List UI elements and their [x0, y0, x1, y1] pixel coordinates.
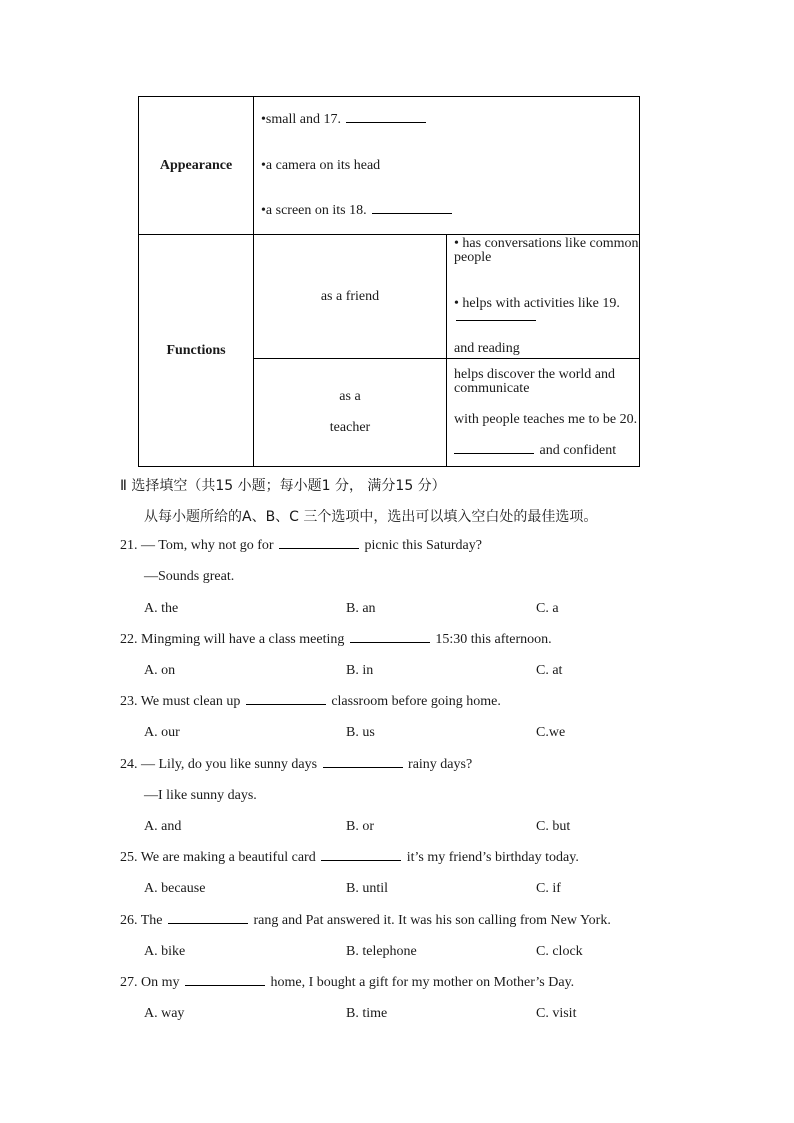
question-27: 27. On my home, I bought a gift for my mother on Mother’s Day.: [120, 975, 575, 990]
q25-option-c[interactable]: C. if: [536, 881, 561, 896]
appearance-item-2: •a camera on its head: [261, 158, 381, 173]
q21-option-a[interactable]: A. the: [144, 601, 179, 616]
teacher-label: [254, 359, 447, 467]
appearance-items: [254, 97, 640, 235]
q24-option-c[interactable]: C. but: [536, 819, 571, 834]
q26-option-b[interactable]: B. telephone: [346, 944, 417, 959]
functions-label: Functions: [139, 235, 254, 467]
q25-option-a[interactable]: A. because: [144, 881, 206, 896]
q24-option-b[interactable]: B. or: [346, 819, 374, 834]
q26-option-c[interactable]: C. clock: [536, 944, 583, 959]
friend-label: as a friend: [254, 235, 447, 359]
q25-option-b[interactable]: B. until: [346, 881, 389, 896]
blank-20: [454, 452, 534, 454]
q23-option-b[interactable]: B. us: [346, 725, 375, 740]
question-23: 23. We must clean up classroom before going home.: [120, 694, 501, 709]
question-21: 21. — Tom, why not go for picnic this Saturday?: [120, 538, 482, 553]
friend-item-2-cont: and reading: [454, 341, 520, 356]
q27-option-c[interactable]: C. visit: [536, 1006, 577, 1021]
info-table: [138, 96, 640, 467]
teacher-line-2: with people teaches me to be 20.: [454, 411, 638, 427]
appearance-item-3: •a screen on its 18.: [261, 204, 639, 218]
blank-18: [372, 212, 452, 214]
q24-option-a[interactable]: A. and: [144, 819, 182, 834]
section-instruction: 从每小题所给的A、B、C 三个选项中，选出可以填入空白处的最佳选项。: [144, 509, 598, 525]
question-24: 24. — Lily, do you like sunny days rainy days?: [120, 757, 473, 772]
teacher-line-3: and confident: [454, 444, 639, 458]
friend-item-1: • has conversations like common people: [454, 236, 639, 265]
friend-item-2: • helps with activities like 19.: [454, 297, 639, 325]
friend-items: [447, 235, 640, 359]
question-24-reply: —I like sunny days.: [144, 788, 257, 803]
question-21-reply: —Sounds great.: [144, 569, 235, 584]
blank-17: [346, 121, 426, 123]
question-22: 22. Mingming will have a class meeting 15:30 this afternoon.: [120, 632, 552, 647]
blank-22: [350, 641, 430, 643]
q21-option-b[interactable]: B. an: [346, 601, 376, 616]
blank-24: [323, 766, 403, 768]
blank-27: [185, 984, 265, 986]
blank-21: [279, 547, 359, 549]
q22-option-b[interactable]: B. in: [346, 663, 374, 678]
teacher-line-1: helps discover the world and communicate: [454, 366, 615, 396]
question-26: 26. The rang and Pat answered it. It was his son calling from New York.: [120, 913, 611, 928]
teacher-label-line-2: teacher: [329, 420, 371, 435]
teacher-items: [447, 359, 640, 467]
blank-23: [246, 703, 326, 705]
q23-option-c[interactable]: C.we: [536, 725, 566, 740]
blank-26: [168, 922, 248, 924]
blank-19: [456, 319, 536, 321]
q27-option-a[interactable]: A. way: [144, 1006, 185, 1021]
appearance-label: Appearance: [139, 97, 254, 235]
q21-option-c[interactable]: C. a: [536, 601, 559, 616]
q23-option-a[interactable]: A. our: [144, 725, 180, 740]
q22-option-a[interactable]: A. on: [144, 663, 176, 678]
question-25: 25. We are making a beautiful card it’s my friend’s birthday today.: [120, 850, 579, 865]
q27-option-b[interactable]: B. time: [346, 1006, 388, 1021]
appearance-item-1: •small and 17.: [261, 113, 639, 127]
blank-25: [321, 859, 401, 861]
q22-option-c[interactable]: C. at: [536, 663, 563, 678]
q26-option-a[interactable]: A. bike: [144, 944, 186, 959]
section-title: Ⅱ 选择填空（共15 小题；每小题1 分， 满分15 分）: [120, 478, 446, 494]
teacher-label-line-1: as a: [339, 389, 361, 404]
